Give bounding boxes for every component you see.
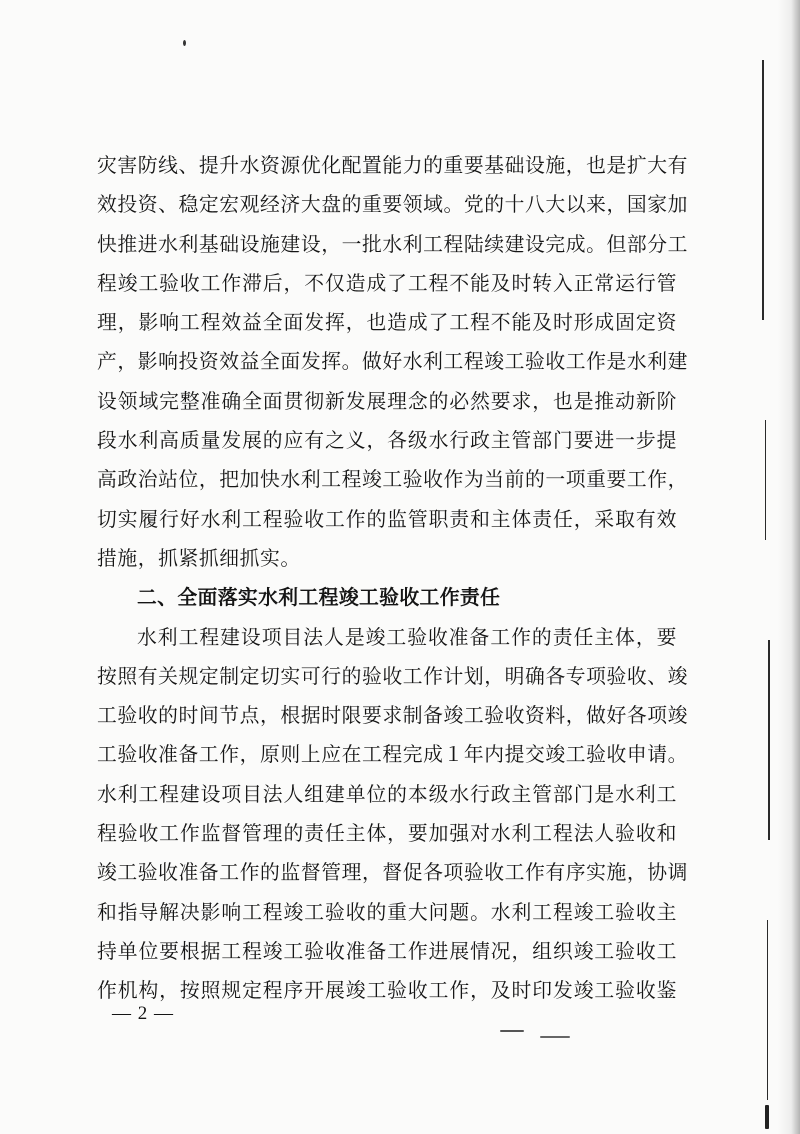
paragraph-line: 按照有关规定制定切实可行的验收工作计划，明确各专项验收、竣 (97, 664, 689, 688)
paragraph-line: 段水利高质量发展的应有之义，各级水行政主管部门要进一步提 (97, 429, 677, 453)
paragraph-line: 产，影响投资效益全面发挥。做好水利工程竣工验收工作是水利建 (97, 350, 689, 374)
paragraph-line: 快推进水利基础设施建设，一批水利工程陆续建设完成。但部分工 (97, 232, 689, 256)
scan-speck (183, 40, 186, 46)
scan-shadow-edge (778, 0, 800, 1134)
scan-edge-line (765, 420, 766, 540)
paragraph-line: 效投资、稳定宏观经济大盘的重要领域。党的十八大以来，国家加 (97, 193, 689, 217)
paragraph-line: 工验收准备工作，原则上应在工程完成１年内提交竣工验收申请。 (97, 743, 689, 767)
paragraph-line: 程验收工作监督管理的责任主体，要加强对水利工程法人验收和 (97, 822, 677, 846)
scan-edge-line (767, 920, 768, 1100)
paragraph-line: 水利工程建设项目法人组建单位的本级水行政主管部门是水利工 (97, 782, 677, 806)
paragraph-line: 程竣工验收工作滞后，不仅造成了工程不能及时转入正常运行管 (97, 271, 677, 295)
paragraph-line: 水利工程建设项目法人是竣工验收准备工作的责任主体，要 (137, 625, 677, 649)
paragraph-line: 措施，抓紧抓细抓实。 (97, 546, 301, 570)
page-number: — 2 — (112, 1003, 174, 1024)
paragraph-line: 灾害防线、提升水资源优化配置能力的重要基础设施，也是扩大有 (97, 154, 689, 177)
paragraph-line: 持单位要根据工程竣工验收准备工作进展情况，组织竣工验收工 (97, 939, 677, 963)
paragraph-line: 理，影响工程效益全面发挥，也造成了工程不能及时形成固定资 (97, 311, 677, 335)
section-heading: 二、全面落实水利工程竣工验收工作责任 (137, 586, 501, 610)
paragraph-line: 切实履行好水利工程验收工作的监管职责和主体责任，采取有效 (97, 507, 677, 531)
scan-edge-line (762, 60, 764, 320)
scan-edge-line (768, 640, 770, 840)
scan-speck (540, 1036, 570, 1038)
paragraph-line: 和指导解决影响工程竣工验收的重大问题。水利工程竣工验收主 (97, 900, 677, 924)
paragraph-line: 设领域完整准确全面贯彻新发展理念的必然要求，也是推动新阶 (97, 389, 677, 413)
paragraph-line: 工验收的时间节点，根据时限要求制备竣工验收资料，做好各项竣 (97, 704, 689, 728)
paragraph-line: 竣工验收准备工作的监督管理，督促各项验收工作有序实施，协调 (97, 861, 689, 885)
scan-speck (765, 1105, 769, 1129)
paragraph-line: 作机构，按照规定程序开展竣工验收工作，及时印发竣工验收鉴 (97, 979, 677, 1003)
paragraph-line: 高政治站位，把加快水利工程竣工验收作为当前的一项重要工作， (97, 468, 689, 492)
body-text (97, 146, 689, 1011)
scan-speck (500, 1030, 524, 1032)
